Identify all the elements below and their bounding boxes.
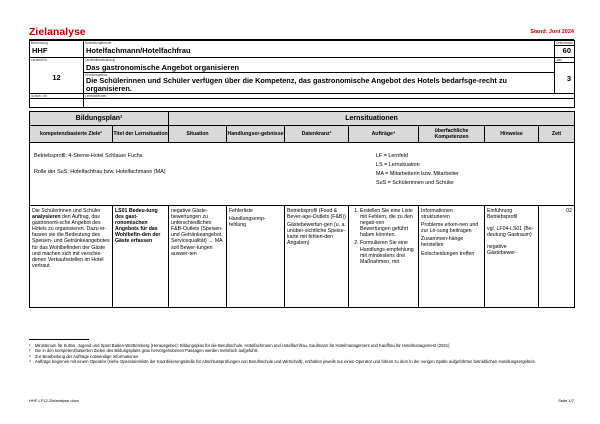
- list-item: Handlungsemp-fehlung: [229, 216, 266, 229]
- footnote: 3 Zur Bearbeitung der Aufträge notwendige Informationen: [29, 353, 139, 359]
- zeit-cell: 02: [539, 206, 575, 308]
- label-ausbildungsberuf: Ausbildungsberufe: [84, 41, 555, 46]
- footer-filename: HHF-LF12-Zielanalyse.docx: [29, 398, 79, 403]
- list-item: Gästebewertun-gen (u. a. unüber-sichtliche Speise-karte mit fehlen-den Angaben): [287, 222, 346, 247]
- ergebnisse-cell: [227, 206, 285, 308]
- list-item: Entscheidungen treffen: [421, 250, 475, 257]
- rolle-text: Rolle der SuS: Hotelfachfrau bzw. Hotelfachmann (MA): [34, 169, 166, 175]
- lernfeld-bez-value: Das gastronomische Angebot organisieren: [84, 63, 555, 73]
- footer-page-number: Seite 1/7: [558, 398, 574, 403]
- beschulung-value: HHF: [30, 46, 84, 58]
- col-header: Zeit: [539, 126, 575, 143]
- zeitrichtwert-value: 60: [555, 46, 575, 58]
- label-jahr: Jahr: [555, 58, 575, 63]
- auftraege-cell: [349, 206, 419, 308]
- jahr-value: 3: [555, 63, 575, 94]
- label-schule: Schule, Ort: [30, 94, 84, 99]
- hinweise-cell: [485, 206, 539, 308]
- label-lernfeld-bez: Lernfeldbezeichnung: [84, 58, 555, 63]
- label-zeitrichtwert: Zeitrichtwert: [556, 41, 574, 45]
- meta-table: [29, 40, 575, 108]
- betriebsprofil-text: Betriebsprofil: 4-Sterne-Hotel Schlauer Fuchs: [34, 153, 143, 159]
- lehrkraefte-value: [84, 99, 575, 108]
- ziel-cell: Die Schülerinnen und Schüler analysieren den Auftrag, das gastronomi-sche Angebot des Hotels zu organisieren. Dazu er-fassen sie die Bedeutung des Speisen- und Getränkeangebotes für das Wohlbefinden der Gäste und machen sich mit verschie-denen Verkaufsstellen im Hotel vertraut.: [30, 206, 113, 308]
- datenkranz-cell: [285, 206, 349, 308]
- band-bildungsplan: Bildungsplan¹: [30, 112, 169, 126]
- kompetenzen-cell: [419, 206, 485, 308]
- list-item: 1. Erstellen Sie eine Liste mit Fehlern, die zu den negati-ven Bewertungen geführt haben könnten.: [360, 208, 416, 238]
- situation-cell: negative Gäste-bewertungen zu unterschiedlichen F&B-Outlets (Speisen- und Getränkeangebot, Servicequalität) → MA soll Bewer-tungen auswer-ten: [169, 206, 227, 308]
- list-item: negative Gästebewer-: [487, 244, 517, 257]
- legend-item: LF = Lernfeld: [376, 153, 408, 159]
- label-lernfeld-nr: Lernfeld Nr.: [30, 58, 84, 63]
- footnotes: [29, 343, 574, 364]
- legend-list: [376, 153, 459, 187]
- profile-row: [30, 143, 575, 206]
- col-header: Hinweise: [485, 126, 539, 143]
- footnote-divider: [29, 339, 89, 340]
- titel-cell: LS01 Bedeu-tung des gast-ronomischen Angebots für das Wohlbefin-den der Gäste erfassen: [113, 206, 169, 308]
- list-item: Zusammen-hänge herstellen: [421, 236, 464, 249]
- col-header: Datenkranz³: [285, 126, 349, 143]
- kernkompetenz-value: Die Schülerinnen und Schüler verfügen über die Kompetenz, das gastronomische Angebot des Hotels bedarfsge-recht zu organisieren.: [84, 77, 555, 94]
- schule-value: [30, 99, 84, 108]
- legend-item: SuS = Schülerinnen und Schüler: [376, 180, 455, 186]
- ausbildungsberuf-value: Hotelfachmann/Hotelfachfrau: [84, 46, 555, 58]
- list-item: Fehlerliste: [229, 208, 253, 214]
- list-item: Informationen strukturieren: [421, 208, 453, 221]
- page-title: Zielanalyse: [29, 26, 86, 38]
- label-lehrkraefte: Lehrkraft/innen: [84, 94, 575, 99]
- title-row: [29, 28, 574, 40]
- col-header: Titel der Lernsituation: [113, 126, 169, 143]
- label-kernkompetenz: Kernkompetenz: [84, 73, 555, 78]
- list-item: Probleme erken-nen und zur Lö-sung beitragen: [421, 222, 479, 235]
- lernfeld-nr-value: 12: [30, 63, 84, 94]
- legend-item: LS = Lernsituation: [376, 162, 420, 168]
- band-lernsituationen: Lernsituationen: [169, 112, 575, 126]
- list-item: Einführung Betriebsprofil: [487, 208, 518, 221]
- legend-item: MA = Mitarbeiterin bzw. Mitarbeiter: [376, 171, 459, 177]
- lernsituationen-table: [29, 111, 575, 308]
- col-header: Situation: [169, 126, 227, 143]
- col-header: Handlungser-gebnisse: [227, 126, 285, 143]
- list-item: vgl. LF04-LS01 (Be-deutung Gastraum): [487, 226, 534, 239]
- col-header: kompetenzbasierte Ziele²: [30, 126, 113, 143]
- footnote: 2 Die in den kompetenzbasierten Zielen des Bildungsplans grau hervorgehobenen Passagen werden mehrfach aufgeführt.: [29, 348, 259, 354]
- col-header: Aufträge⁴: [349, 126, 419, 143]
- footnote: 1 Ministerium für Kultus, Jugend und Sport Baden-Württemberg (Herausgeber): Bildungsplan für die Berufsschule, Hotelfachmann und Hotelfachfrau, Kaufmann für Hotelmanagement und Kauffrau für Hotelmanagement (2021): [29, 343, 450, 348]
- list-item: Betriebsprofil (Food & Bever-age-Outlets (F&B)): [287, 208, 346, 221]
- page-footer: [29, 398, 574, 403]
- stand-date: Stand: Juni 2024: [530, 29, 574, 35]
- label-beschulung: Beschulung: [30, 41, 84, 46]
- list-item: 2. Formulieren Sie eine Handlungs-empfehlung mit mindestens drei Maßnahmen, mit: [360, 240, 416, 264]
- col-header: überfachliche Kompetenzen: [419, 126, 485, 143]
- document-page: [29, 28, 574, 308]
- footnote: 4 Aufträge beginnen mit einem Operator (siehe Operatorenliste der Koordinierungsstelle für Abschlussprüfungen von Berufsschule und Wirtschaft), enthalten jeweils nur einen Operator und führen zu dem in der vorigen Spalte aufgeführten betrieblichen Handlungsergebnis.: [29, 358, 536, 364]
